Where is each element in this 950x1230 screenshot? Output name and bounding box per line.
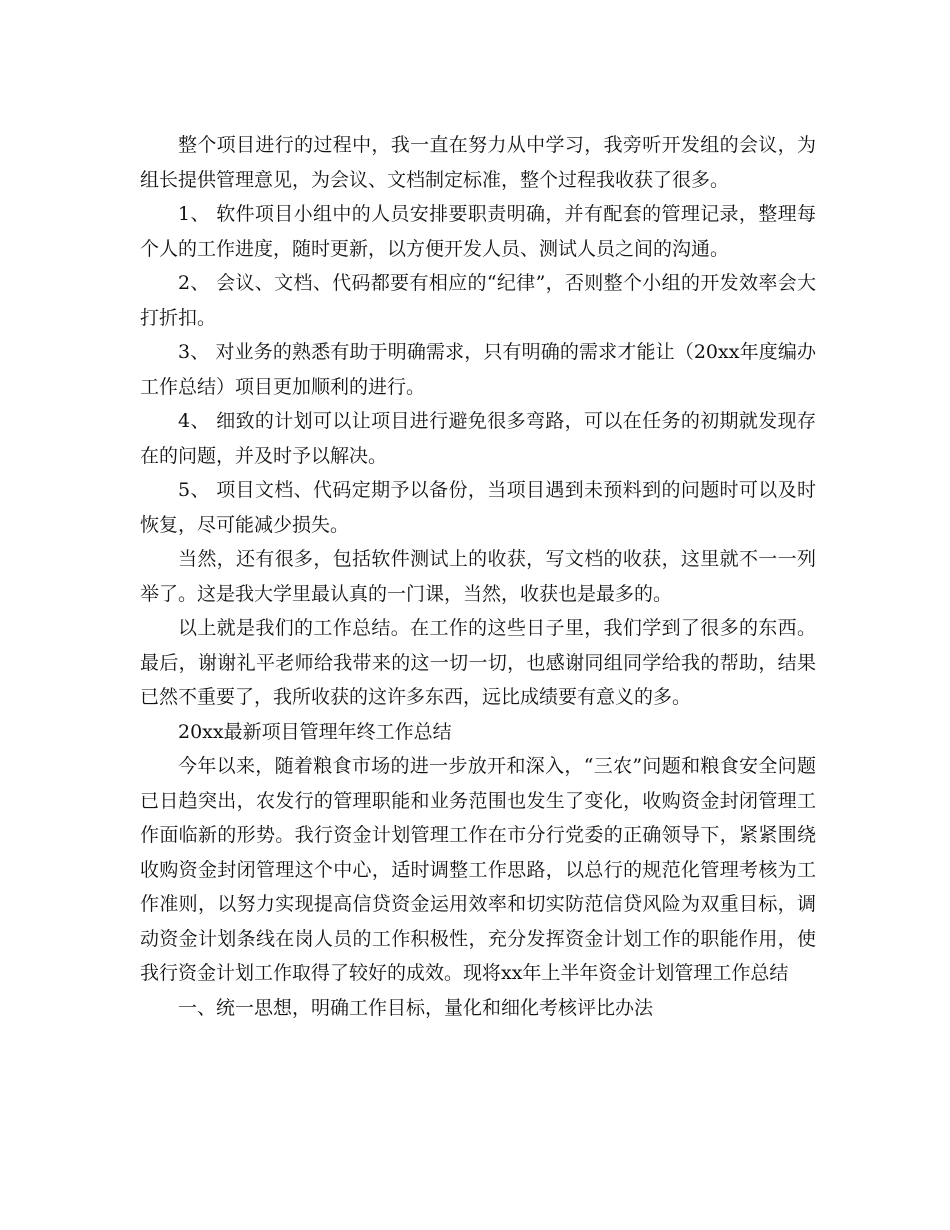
paragraph-more-gains: 当然，还有很多，包括软件测试上的收获，写文档的收获，这里就不一一列举了。这是我大学里最认真的一门课，当然，收获也是最多的。 xyxy=(140,548,816,605)
paragraph-item-5: 5、 项目文档、代码定期予以备份，当项目遇到未预料到的问题时可以及时恢复，尽可能减少损失。 xyxy=(140,479,816,536)
paragraph-item-4: 4、 细致的计划可以让项目进行避免很多弯路，可以在任务的初期就发现存在的问题，并及时予以解决。 xyxy=(140,410,816,467)
section-heading-1: 一、统一思想，明确工作目标，量化和细化考核评比办法 xyxy=(178,996,654,1019)
paragraph-item-1: 1、 软件项目小组中的人员安排要职责明确，并有配套的管理记录，整理每个人的工作进度，随时更新，以方便开发人员、测试人员之间的沟通。 xyxy=(140,203,816,260)
paragraph-item-2: 2、 会议、文档、代码都要有相应的“纪律”，否则整个小组的开发效率会大打折扣。 xyxy=(140,272,816,329)
paragraph-intro: 整个项目进行的过程中，我一直在努力从中学习，我旁听开发组的会议，为组长提供管理意见，为会议、文档制定标准，整个过程我收获了很多。 xyxy=(140,134,816,191)
paragraph-conclusion: 以上就是我们的工作总结。在工作的这些日子里，我们学到了很多的东西。最后，谢谢礼平老师给我带来的这一切一切，也感谢同组同学给我的帮助，结果已然不重要了，我所收获的这许多东西，远比成绩要有意义的多。 xyxy=(140,617,816,708)
paragraph-annual-summary: 今年以来，随着粮食市场的进一步放开和深入，“三农”问题和粮食安全问题已日趋突出，农发行的管理职能和业务范围也发生了变化，收购资金封闭管理工作面临新的形势。我行资金计划管理工作在市分行党委的正确领导下，紧紧围绕收购资金封闭管理这个中心，适时调整工作思路，以总行的规范化管理考核为工作准则，以努力实现提高信贷资金运用效率和切实防范信贷风险为双重目标，调动资金计划条线在岗人员的工作积极性，充分发挥资金计划工作的职能作用，使我行资金计划工作取得了较好的成效。现将xx年上半年资金计划管理工作总结 xyxy=(140,755,816,984)
paragraph-item-3: 3、 对业务的熟悉有助于明确需求，只有明确的需求才能让（20xx年度编办工作总结）项目更加顺利的进行。 xyxy=(140,341,816,398)
document-body xyxy=(140,128,816,1025)
section-title: 20xx最新项目管理年终工作总结 xyxy=(178,720,452,743)
